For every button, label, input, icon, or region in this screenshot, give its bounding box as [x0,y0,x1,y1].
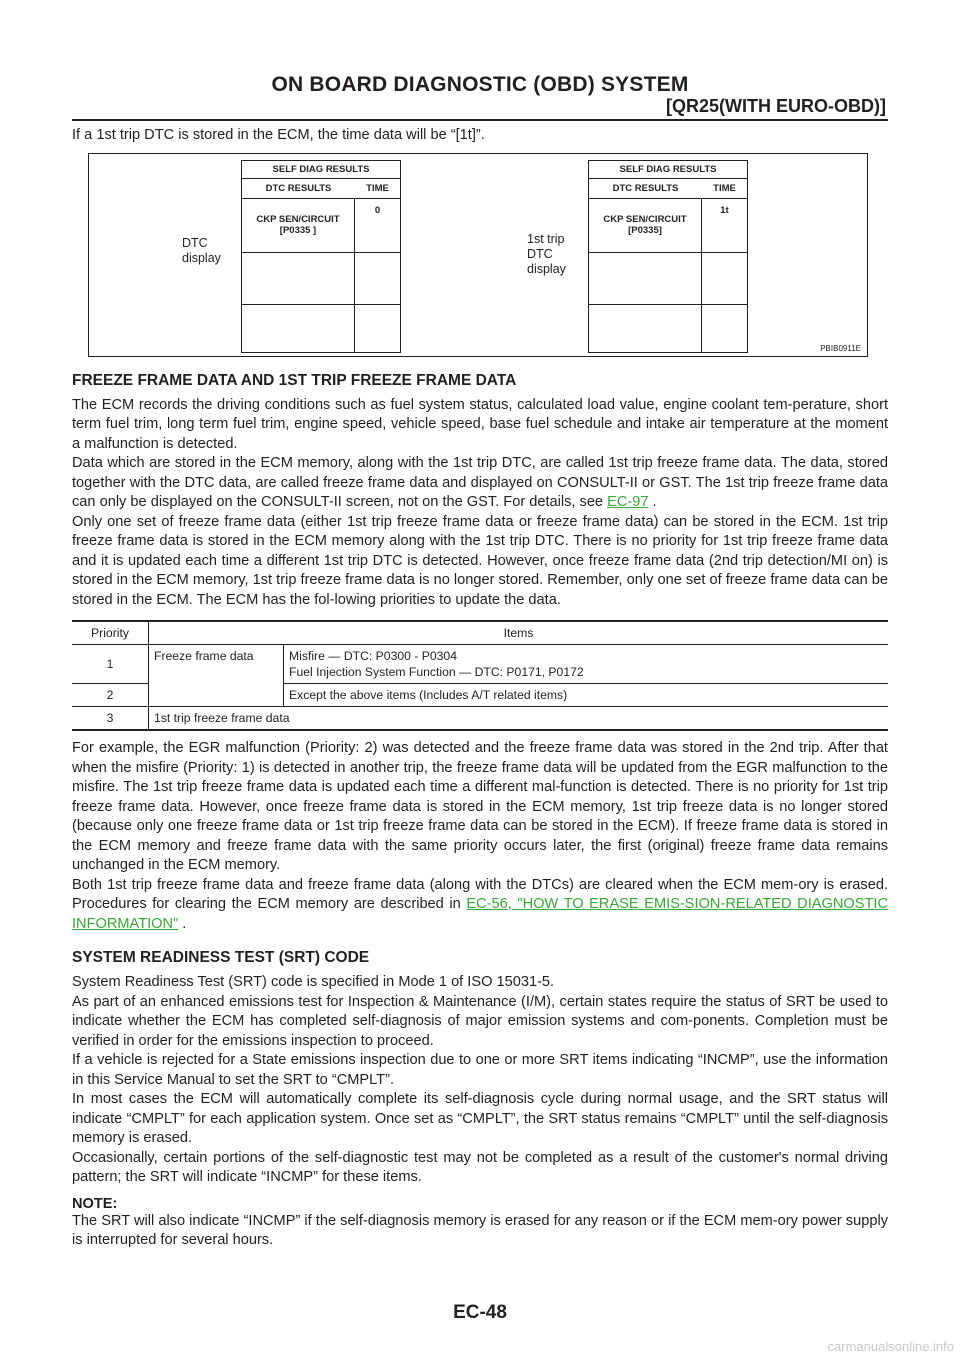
dtc-display-label [182,236,221,266]
display-label-line: display [527,261,566,276]
dtc-item-name: CKP SEN/CIRCUIT [603,214,687,225]
srt-heading: SYSTEM READINESS TEST (SRT) CODE [72,949,370,966]
freeze-frame-group: Freeze frame data [149,645,284,707]
time-value: 0 [374,204,381,216]
note-label: NOTE: [72,1195,118,1212]
fuel-injection-item: Fuel Injection System Function — DTC: P0171, P0172 [289,665,584,679]
first-trip-label-line: 1st trip [527,231,565,246]
items-header: Items [149,621,889,645]
freeze-frame-paragraph-3: Only one set of freeze frame data (either 1st trip freeze frame data or freeze frame data) can be stored in the ECM. 1st trip freeze frame data is stored in the ECM memory along with the 1st trip DTC. There is no priority for 1st trip freeze frame data and it is updated each time a different 1st trip DTC is detected. However, once freeze frame data (2nd trip detection/MI on) is stored in the ECM memory, 1st trip freeze frame data is no longer stored. Remember, only one set of freeze frame data can be stored in the ECM. The ECM has the fol-lowing priorities to update the data. [72,513,888,608]
page-header-title: ON BOARD DIAGNOSTIC (OBD) SYSTEM [271,73,689,96]
dtc-results-header: DTC RESULTS [612,182,679,194]
srt-paragraph-5: Occasionally, certain portions of the self-diagnostic test may not be completed as a result of the customer's normal driving pattern; the SRT will indicate “INCMP” for these items. [72,1149,888,1185]
header-rule [72,119,888,121]
freeze-frame-paragraph-1: The ECM records the driving conditions such as fuel system status, calculated load value, engine coolant tem-perature, short term fuel trim, long term fuel trim, engine speed, vehicle speed, base fuel schedule and intake air temperature at the moment a malfunction is detected. [72,396,888,452]
self-diag-title: SELF DIAG RESULTS [619,163,717,175]
srt-paragraph-1: System Readiness Test (SRT) code is specified in Mode 1 of ISO 15031-5. [72,974,555,990]
misfire-item: Misfire — DTC: P0300 - P0304 [289,649,457,663]
srt-paragraph-2: As part of an enhanced emissions test for Inspection & Maintenance (I/M), certain states require the status of SRT be used to indicate whether the ECM has completed self-diagnosis of major emission systems and com-ponents. Completion must be verified in order for the emissions inspection to proceed. [72,993,888,1049]
paragraph-text: Both 1st trip freeze frame data and freeze frame data (along with the DTCs) are cleared when the ECM mem-ory is erased. Procedures for clearing the ECM memory are described in [72,876,888,912]
paragraph-text: Data which are stored in the ECM memory, along with the 1st trip DTC, are called 1st trip freeze frame data. The data, stored together with the DTC data, are called freeze frame data and displayed on CONSULT-II or GST. The 1st trip freeze frame data can only be displayed on the CONSULT-II screen, not on the GST. For details, see [72,455,888,510]
dtc-results-table-right [588,160,748,353]
empty-cell [702,305,747,352]
table-header-row [72,621,888,645]
priority-2: 2 [106,688,114,702]
dtc-item [589,199,702,252]
empty-cell [242,305,355,352]
dtc-results-header: DTC RESULTS [265,182,332,194]
dtc-item-code: [P0335] [628,225,662,236]
empty-cell [242,253,355,304]
dtc-item-name: CKP SEN/CIRCUIT [256,214,340,225]
self-diag-title: SELF DIAG RESULTS [272,163,370,175]
first-trip-dtc-display-label [527,232,566,277]
priority-3: 3 [106,711,114,725]
dtc-item-code: [P0335 ] [279,225,317,236]
intro-paragraph: If a 1st trip DTC is stored in the ECM, the time data will be “[1t]”. [72,127,485,143]
empty-cell [702,253,747,304]
empty-cell [355,253,400,304]
time-header: TIME [366,182,389,194]
ec-56-link[interactable]: EC-56, "HOW TO ERASE EMIS-SION-RELATED DIAGNOSTIC INFORMATION" [72,896,888,932]
srt-paragraph-3: If a vehicle is rejected for a State emissions inspection due to one or more SRT items indicating “INCMP”, use the information in this Service Manual to set the SRT to “CMPLT”. [72,1052,888,1088]
priority-table [72,620,888,731]
page-content [72,126,888,1251]
freeze-frame-paragraph-2 [72,454,888,513]
display-label-line: display [182,250,221,265]
page-header-subtitle: [QR25(WITH EURO-OBD)] [666,96,886,116]
freeze-frame-paragraph-5 [72,876,888,935]
table-row [72,645,888,684]
dtc-label-line: DTC [527,246,553,261]
priority-1-items [284,645,889,684]
dtc-display-figure [88,153,868,357]
note-text: The SRT will also indicate “INCMP” if the self-diagnosis memory is erased for any reason or if the ECM mem-ory power supply is interrupted for several hours. [72,1212,888,1248]
freeze-frame-heading: FREEZE FRAME DATA AND 1ST TRIP FREEZE FRAME DATA [72,371,517,389]
figure-code: PBIB0911E [820,343,861,353]
paragraph-text: . [178,915,187,932]
paragraph-text: . [648,494,657,510]
empty-cell [589,305,702,352]
watermark: carmanualsonline.info [827,1339,954,1354]
dtc-item [242,199,355,252]
empty-cell [589,253,702,304]
dtc-label-line: DTC [182,235,208,250]
empty-cell [355,305,400,352]
table-row [72,707,888,731]
dtc-results-table-left [241,160,401,353]
freeze-frame-paragraph-4: For example, the EGR malfunction (Priority: 2) was detected and the freeze frame data was stored in the 2nd trip. After that when the misfire (Priority: 1) is detected in another trip, the freeze frame data will be updated from the EGR malfunction to the misfire. The 1st trip freeze frame data is updated each time a different mal-function is detected. There is no priority for 1st trip freeze frame data. However, once freeze frame data is stored in the ECM memory, 1st trip freeze data is no longer stored (because only one freeze frame data or 1st trip freeze frame data can be stored in the ECM). If freeze frame data is stored in the ECM memory and freeze frame data with the same priority occurs later, the first (original) freeze frame data remains unchanged in the ECM memory. [72,740,888,873]
priority-header: Priority [91,626,129,640]
page-number: EC-48 [453,1302,507,1323]
time-header: TIME [713,182,736,194]
ec-97-link[interactable]: EC-97 [607,494,649,510]
priority-1: 1 [106,657,114,671]
priority-2-items: Except the above items (Includes A/T related items) [284,684,889,707]
srt-paragraph-4: In most cases the ECM will automatically complete its self-diagnosis cycle during normal usage, and the SRT status will indicate “CMPLT” for each application system. Once set as “CMPLT”, the SRT status remains “CMPLT” until the self-diagnosis memory is erased. [72,1091,888,1146]
time-value: 1t [720,204,729,216]
priority-3-items: 1st trip freeze frame data [149,707,889,731]
